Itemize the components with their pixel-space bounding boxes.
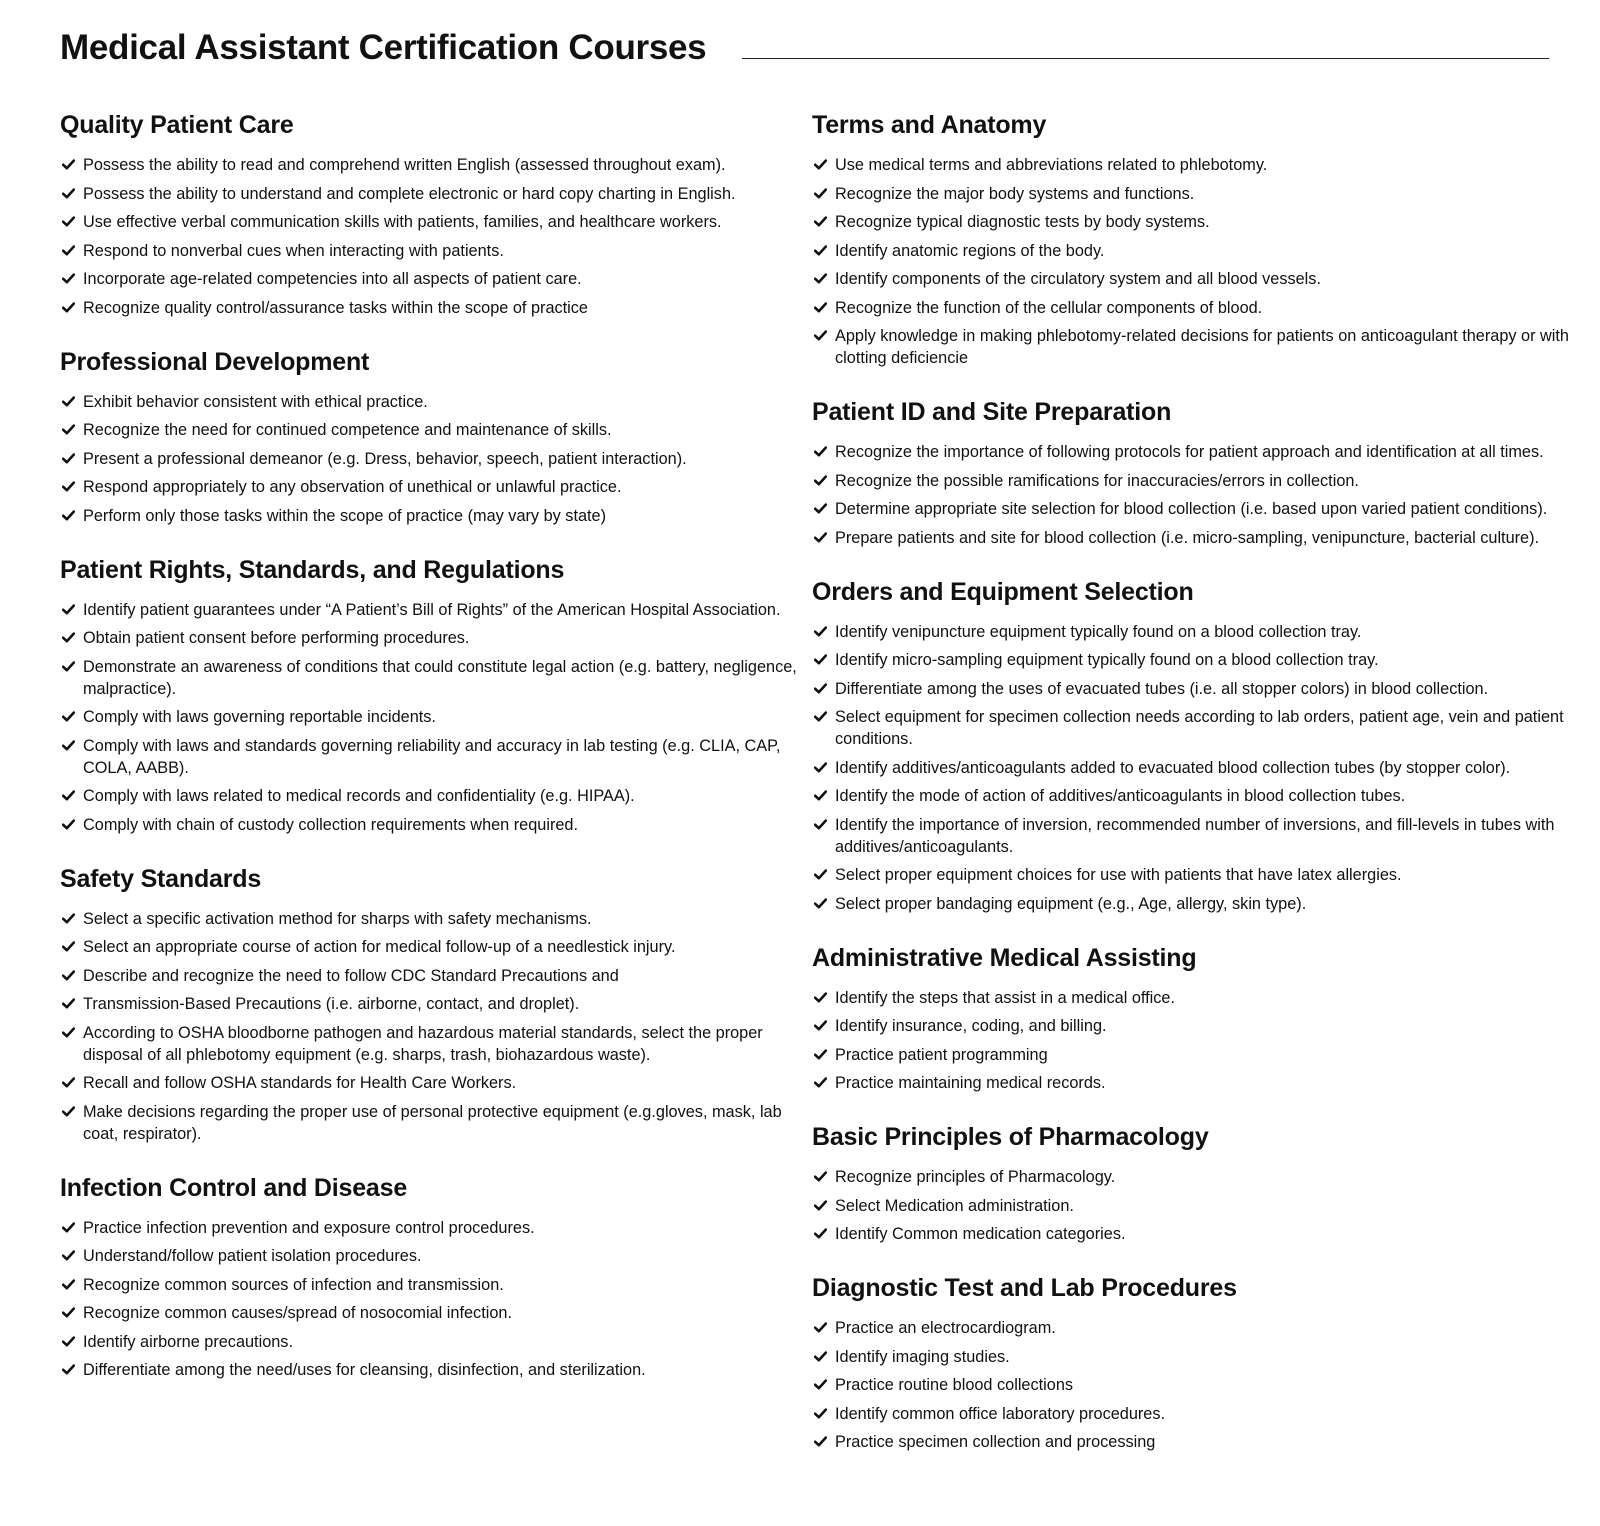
list-item-text: Incorporate age-related competencies into all aspects of patient care. <box>83 270 582 288</box>
list-item-text: Recognize the possible ramifications for inaccuracies/errors in collection. <box>835 471 1359 490</box>
list-item <box>812 864 1596 886</box>
list-item <box>812 785 1596 807</box>
list-item-text: Obtain patient consent before performing procedures. <box>83 629 470 647</box>
list-item <box>60 268 800 290</box>
checkmark-icon <box>814 1223 828 1245</box>
checkmark-icon <box>814 678 828 700</box>
list-item-text: Describe and recognize the need to follow CDC Standard Precautions and <box>83 966 619 985</box>
section-infection-control-and-disease <box>60 1171 800 1382</box>
list-item <box>812 1403 1596 1425</box>
checkmark-icon <box>814 268 828 290</box>
list-item <box>812 527 1596 549</box>
section-patient-rights-standards-and-regulations <box>60 553 800 836</box>
list-item <box>60 1302 800 1324</box>
list-item <box>60 448 800 470</box>
checkmark-icon <box>814 211 828 233</box>
list-item-text: Recognize the function of the cellular components of blood. <box>835 298 1263 317</box>
section-diagnostic-test-and-lab-procedures <box>812 1271 1596 1453</box>
section-heading: Quality Patient Care <box>60 111 294 139</box>
checkmark-icon <box>62 1359 76 1381</box>
checkmark-icon <box>62 656 76 678</box>
list-item-text: Determine appropriate site selection for blood collection (i.e. based upon varied patient conditions). <box>835 500 1548 518</box>
list-item-text: Differentiate among the need/uses for cleansing, disinfection, and sterilization. <box>83 1361 646 1379</box>
checklist <box>812 621 1596 915</box>
list-item <box>60 1331 800 1353</box>
list-item <box>812 154 1596 176</box>
list-item <box>60 627 800 649</box>
list-item-text: Identify the mode of action of additives/anticoagulants in blood collection tubes. <box>835 787 1406 805</box>
checkmark-icon <box>814 621 828 643</box>
checkmark-icon <box>814 1195 828 1217</box>
checkmark-icon <box>814 183 828 205</box>
checkmark-icon <box>62 814 76 836</box>
checkmark-icon <box>814 864 828 886</box>
checklist <box>812 154 1596 369</box>
list-item-text: Present a professional demeanor (e.g. Dress, behavior, speech, patient interaction). <box>83 449 687 468</box>
checkmark-icon <box>62 476 76 498</box>
list-item-text: Respond appropriately to any observation of unethical or unlawful practice. <box>83 478 622 496</box>
list-item <box>60 240 800 262</box>
list-item-text: Select an appropriate course of action for medical follow-up of a needlestick injury. <box>83 938 676 956</box>
list-item <box>812 706 1596 750</box>
list-item-text: Identify venipuncture equipment typically found on a blood collection tray. <box>835 622 1362 641</box>
list-item <box>812 1044 1596 1066</box>
checkmark-icon <box>62 1245 76 1267</box>
checkmark-icon <box>62 448 76 470</box>
list-item-text: Select equipment for specimen collection needs according to lab orders, patient age, vein and patient conditions. <box>835 708 1564 748</box>
list-item-text: Identify components of the circulatory system and all blood vessels. <box>835 270 1321 288</box>
list-item-text: Recognize common causes/spread of nosocomial infection. <box>83 1304 512 1322</box>
checkmark-icon <box>814 706 828 728</box>
list-item-text: Select a specific activation method for sharps with safety mechanisms. <box>83 909 592 928</box>
list-item-text: Transmission-Based Precautions (i.e. airborne, contact, and droplet). <box>83 995 580 1013</box>
checkmark-icon <box>814 1403 828 1425</box>
list-item <box>60 706 800 728</box>
checkmark-icon <box>62 1302 76 1324</box>
checkmark-icon <box>62 1331 76 1353</box>
checkmark-icon <box>814 297 828 319</box>
checkmark-icon <box>62 154 76 176</box>
checkmark-icon <box>814 441 828 463</box>
checkmark-icon <box>814 470 828 492</box>
checkmark-icon <box>814 893 828 915</box>
list-item <box>812 1072 1596 1094</box>
list-item-text: Recall and follow OSHA standards for Health Care Workers. <box>83 1074 517 1092</box>
list-item <box>60 785 800 807</box>
list-item <box>60 735 800 779</box>
list-item <box>60 419 800 441</box>
list-item <box>60 814 800 836</box>
list-item-text: Select Medication administration. <box>835 1196 1074 1215</box>
list-item-text: Identify patient guarantees under “A Patient’s Bill of Rights” of the American Hospital Association. <box>83 600 781 619</box>
list-item <box>812 1374 1596 1396</box>
section-heading: Basic Principles of Pharmacology <box>812 1123 1209 1151</box>
checkmark-icon <box>62 908 76 930</box>
checkmark-icon <box>814 498 828 520</box>
list-item-text: Possess the ability to read and comprehend written English (assessed throughout exam). <box>83 156 726 174</box>
list-item-text: Recognize the importance of following protocols for patient approach and identification at all times. <box>835 443 1544 461</box>
section-patient-id-and-site-preparation <box>812 395 1596 549</box>
list-item <box>60 1101 800 1145</box>
list-item-text: Respond to nonverbal cues when interacting with patients. <box>83 241 504 260</box>
section-heading: Orders and Equipment Selection <box>812 577 1194 606</box>
section-heading: Patient ID and Site Preparation <box>812 398 1172 426</box>
list-item <box>812 1223 1596 1245</box>
checkmark-icon <box>62 1022 76 1044</box>
checkmark-icon <box>62 211 76 233</box>
checkmark-icon <box>814 1166 828 1188</box>
list-item-text: Make decisions regarding the proper use of personal protective equipment (e.g.gloves, mask, lab coat, respirator). <box>83 1102 782 1143</box>
section-quality-patient-care <box>60 108 800 319</box>
list-item-text: Practice an electrocardiogram. <box>835 1319 1056 1337</box>
list-item-text: Recognize quality control/assurance tasks within the scope of practice <box>83 298 588 317</box>
checkmark-icon <box>62 1072 76 1094</box>
list-item-text: Practice specimen collection and processing <box>835 1433 1156 1451</box>
checkmark-icon <box>62 706 76 728</box>
list-item-text: Recognize typical diagnostic tests by body systems. <box>835 213 1210 231</box>
list-item <box>812 814 1596 858</box>
list-item-text: Identify anatomic regions of the body. <box>835 241 1105 260</box>
checkmark-icon <box>814 814 828 836</box>
checkmark-icon <box>62 993 76 1015</box>
right-column <box>812 108 1596 1479</box>
list-item-text: Use effective verbal communication skills with patients, families, and healthcare workers. <box>83 213 722 231</box>
checkmark-icon <box>62 391 76 413</box>
list-item-text: Comply with laws governing reportable incidents. <box>83 708 436 726</box>
list-item <box>812 498 1596 520</box>
list-item-text: Identify the importance of inversion, recommended number of inversions, and fill-levels in tubes with additives/anticoagulants. <box>835 815 1555 856</box>
list-item <box>812 240 1596 262</box>
list-item-text: Identify imaging studies. <box>835 1347 1010 1366</box>
list-item <box>812 987 1596 1009</box>
checklist <box>60 154 800 319</box>
list-item <box>812 757 1596 779</box>
checkmark-icon <box>814 649 828 671</box>
list-item <box>812 1166 1596 1188</box>
list-item <box>812 470 1596 492</box>
checkmark-icon <box>62 965 76 987</box>
checklist <box>812 441 1596 549</box>
section-heading: Terms and Anatomy <box>812 111 1047 139</box>
list-item-text: Recognize the need for continued competence and maintenance of skills. <box>83 421 612 439</box>
list-item-text: Identify Common medication categories. <box>835 1225 1126 1243</box>
list-item <box>60 1274 800 1296</box>
list-item-text: Perform only those tasks within the scope of practice (may vary by state) <box>83 506 607 525</box>
left-column <box>60 108 800 1407</box>
list-item-text: Understand/follow patient isolation procedures. <box>83 1247 422 1265</box>
list-item-text: Comply with chain of custody collection requirements when required. <box>83 815 579 834</box>
list-item <box>60 965 800 987</box>
list-item-text: Select proper equipment choices for use with patients that have latex allergies. <box>835 866 1402 884</box>
section-professional-development <box>60 345 800 527</box>
checkmark-icon <box>62 240 76 262</box>
list-item-text: Recognize the major body systems and functions. <box>835 184 1195 203</box>
checkmark-icon <box>62 785 76 807</box>
checkmark-icon <box>814 1044 828 1066</box>
checkmark-icon <box>814 240 828 262</box>
checkmark-icon <box>62 419 76 441</box>
list-item-text: Prepare patients and site for blood collection (i.e. micro-sampling, venipuncture, bacterial culture). <box>835 528 1540 547</box>
list-item-text: Comply with laws related to medical records and confidentiality (e.g. HIPAA). <box>83 787 635 805</box>
list-item <box>812 678 1596 700</box>
page-title: Medical Assistant Certification Courses <box>60 28 707 67</box>
list-item <box>60 599 800 621</box>
checklist <box>812 1317 1596 1453</box>
checklist <box>60 908 800 1145</box>
section-basic-principles-of-pharmacology <box>812 1120 1596 1245</box>
list-item <box>812 183 1596 205</box>
checkmark-icon <box>814 527 828 549</box>
list-item-text: Use medical terms and abbreviations related to phlebotomy. <box>835 156 1268 174</box>
checkmark-icon <box>62 297 76 319</box>
checkmark-icon <box>814 757 828 779</box>
checkmark-icon <box>814 1431 828 1453</box>
section-safety-standards <box>60 862 800 1145</box>
checkmark-icon <box>62 627 76 649</box>
section-heading: Safety Standards <box>60 864 262 893</box>
list-item <box>60 183 800 205</box>
checkmark-icon <box>62 936 76 958</box>
checkmark-icon <box>814 325 828 347</box>
checkmark-icon <box>814 987 828 1009</box>
section-heading: Patient Rights, Standards, and Regulations <box>60 555 565 584</box>
list-item <box>60 505 800 527</box>
list-item <box>812 268 1596 290</box>
list-item <box>812 621 1596 643</box>
list-item <box>60 391 800 413</box>
list-item-text: Identify the steps that assist in a medical office. <box>835 988 1175 1007</box>
checkmark-icon <box>62 1217 76 1239</box>
section-heading: Diagnostic Test and Lab Procedures <box>812 1274 1237 1302</box>
checkmark-icon <box>62 1101 76 1123</box>
list-item-text: Identify insurance, coding, and billing. <box>835 1017 1107 1035</box>
list-item <box>812 1346 1596 1368</box>
list-item <box>60 1359 800 1381</box>
list-item-text: Select proper bandaging equipment (e.g., Age, allergy, skin type). <box>835 894 1307 913</box>
list-item <box>812 211 1596 233</box>
checklist <box>812 987 1596 1095</box>
checklist <box>60 1217 800 1382</box>
list-item <box>60 1022 800 1066</box>
list-item <box>812 1195 1596 1217</box>
list-item-text: Identify common office laboratory procedures. <box>835 1404 1166 1423</box>
checkmark-icon <box>62 1274 76 1296</box>
list-item <box>60 1245 800 1267</box>
list-item <box>812 297 1596 319</box>
section-heading: Infection Control and Disease <box>60 1173 408 1202</box>
list-item <box>60 211 800 233</box>
list-item-text: Practice routine blood collections <box>835 1376 1074 1394</box>
list-item <box>60 297 800 319</box>
section-orders-and-equipment-selection <box>812 575 1596 915</box>
list-item-text: Practice infection prevention and exposure control procedures. <box>83 1218 535 1237</box>
checkmark-icon <box>62 505 76 527</box>
list-item-text: Apply knowledge in making phlebotomy-related decisions for patients on anticoagulant therapy or with clotting deficiencie <box>835 327 1569 367</box>
list-item <box>60 476 800 498</box>
list-item <box>812 1431 1596 1453</box>
list-item-text: Exhibit behavior consistent with ethical practice. <box>83 392 428 411</box>
checkmark-icon <box>814 785 828 807</box>
section-terms-and-anatomy <box>812 108 1596 369</box>
checkmark-icon <box>814 1317 828 1339</box>
list-item <box>812 325 1596 369</box>
list-item-text: Practice maintaining medical records. <box>835 1074 1106 1092</box>
list-item <box>812 893 1596 915</box>
list-item-text: Identify airborne precautions. <box>83 1332 293 1351</box>
list-item-text: Differentiate among the uses of evacuated tubes (i.e. all stopper colors) in blood collection. <box>835 679 1489 698</box>
list-item-text: Possess the ability to understand and complete electronic or hard copy charting in English. <box>83 184 736 203</box>
checkmark-icon <box>62 599 76 621</box>
checkmark-icon <box>62 183 76 205</box>
section-administrative-medical-assisting <box>812 941 1596 1095</box>
list-item <box>812 649 1596 671</box>
checkmark-icon <box>62 268 76 290</box>
list-item-text: Recognize principles of Pharmacology. <box>835 1168 1116 1186</box>
checkmark-icon <box>814 1015 828 1037</box>
list-item-text: Comply with laws and standards governing reliability and accuracy in lab testing (e.g. CLIA, CAP, COLA, AABB). <box>83 736 781 777</box>
list-item-text: Demonstrate an awareness of conditions that could constitute legal action (e.g. battery, negligence, malpractice). <box>83 657 797 698</box>
list-item <box>60 936 800 958</box>
list-item-text: Identify additives/anticoagulants added to evacuated blood collection tubes (by stopper color). <box>835 758 1511 777</box>
list-item <box>60 656 800 700</box>
list-item <box>812 441 1596 463</box>
list-item <box>812 1015 1596 1037</box>
title-divider <box>742 58 1549 59</box>
checkmark-icon <box>814 1072 828 1094</box>
list-item-text: Identify micro-sampling equipment typically found on a blood collection tray. <box>835 651 1379 669</box>
section-heading: Professional Development <box>60 347 370 376</box>
checklist <box>60 599 800 836</box>
list-item <box>60 993 800 1015</box>
list-item <box>60 1217 800 1239</box>
list-item-text: Practice patient programming <box>835 1045 1048 1064</box>
list-item <box>60 1072 800 1094</box>
list-item-text: According to OSHA bloodborne pathogen and hazardous material standards, select the proper disposal of all phlebotomy equipment (e.g. sharps, trash, biohazardous waste). <box>83 1023 763 1064</box>
list-item-text: Recognize common sources of infection and transmission. <box>83 1275 504 1294</box>
checkmark-icon <box>814 154 828 176</box>
list-item <box>60 908 800 930</box>
checkmark-icon <box>814 1346 828 1368</box>
checklist <box>60 391 800 527</box>
list-item <box>60 154 800 176</box>
list-item <box>812 1317 1596 1339</box>
checkmark-icon <box>62 735 76 757</box>
section-heading: Administrative Medical Assisting <box>812 943 1197 972</box>
checkmark-icon <box>814 1374 828 1396</box>
checklist <box>812 1166 1596 1245</box>
